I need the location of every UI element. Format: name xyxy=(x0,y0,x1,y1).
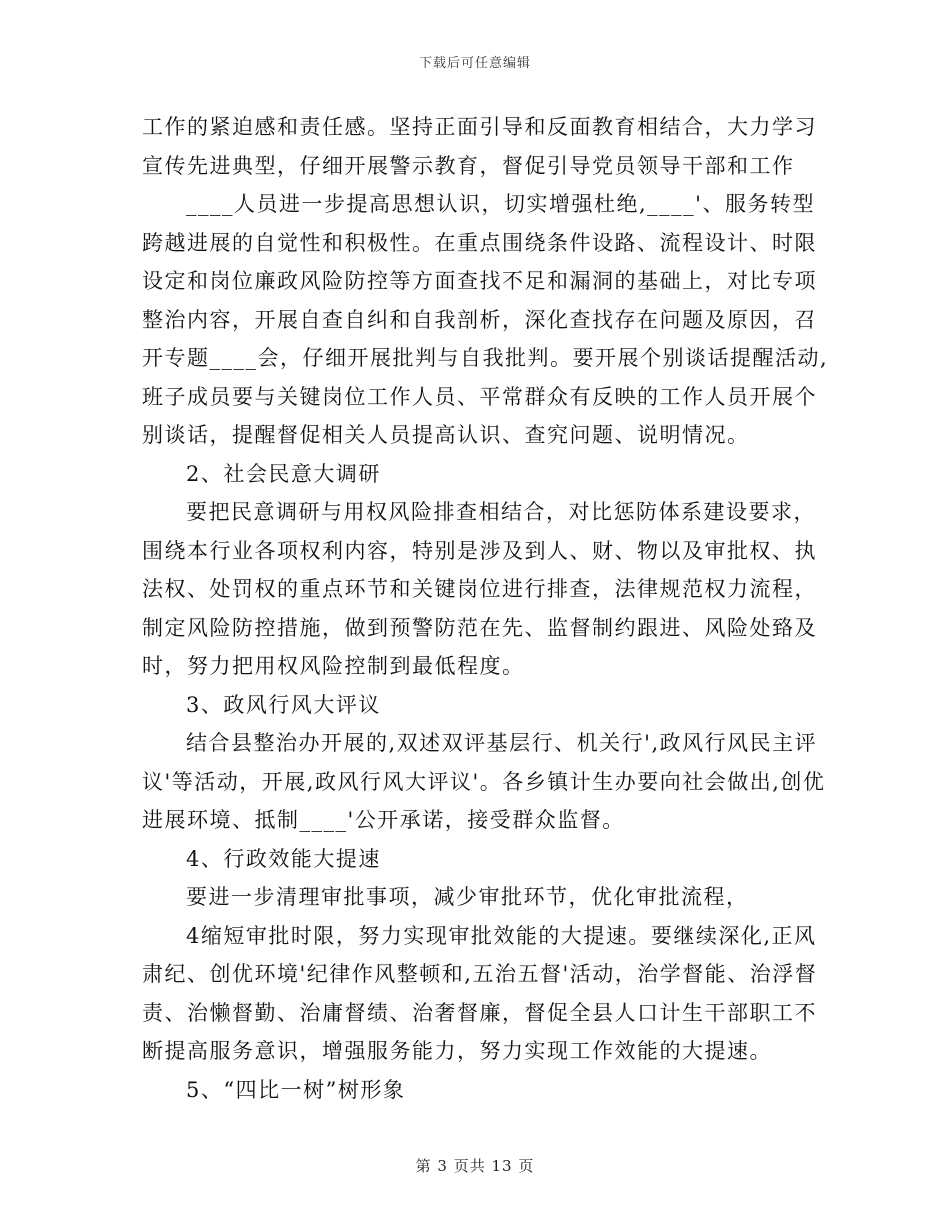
page-header: 下载后可任意编辑 xyxy=(418,56,531,71)
body-line: 4缩短审批时限，努力实现审批效能的大提速。要继续深化,正风 xyxy=(186,923,817,948)
body-line: 宣传先进典型，仔细开展警示教育，督促引导党员领导干部和工作 xyxy=(142,153,795,178)
body-line: 设定和岗位廉政风险防控等方面查找不足和漏洞的基础上，对比专项 xyxy=(142,269,817,293)
body-line: 结合县整治办开展的,双述双评基层行、机关行',政风行风民主评 xyxy=(186,731,818,755)
body-line: 要进一步清理审批事项，减少审批环节，优化审批流程， xyxy=(186,885,749,909)
page-number: 第 3 页共 13 页 xyxy=(415,1157,535,1175)
section-heading: 3、政风行风大评议 xyxy=(186,692,381,717)
body-line: 工作的紧迫感和责任感。坚持正面引导和反面教育相结合，大力学习 xyxy=(142,115,817,139)
body-line: 责、治懒督勤、治庸督绩、治奢督廉，督促全县人口计生干部职工不 xyxy=(142,1000,817,1025)
section-heading: 2、社会民意大调研 xyxy=(186,461,381,486)
body-line: 整治内容，开展自查自纠和自我剖析，深化查找存在问题及原因，召 xyxy=(142,307,817,332)
body-line: 肃纪、创优环境'纪律作风整顿和,五治五督'活动，治学督能、治浮督 xyxy=(142,962,818,986)
section-heading: 5、“四比一树”树形象 xyxy=(186,1077,406,1102)
body-line: 议'等活动，开展,政风行风大评议'。各乡镇计生办要向社会做出,创优 xyxy=(142,769,826,794)
section-heading: 4、行政效能大提速 xyxy=(186,846,381,871)
body-line: 法权、处罚权的重点环节和关键岗位进行排查，法律规范权力流程， xyxy=(142,577,817,601)
body-line: 围绕本行业各项权利内容，特别是涉及到人、财、物以及审批权、执 xyxy=(142,538,817,563)
body-line: ____人员进一步提高思想认识，切实增强杜绝,____'、服务转型 xyxy=(186,192,815,216)
body-line: 进展环境、抵制____'公开承诺，接受群众监督。 xyxy=(142,808,625,832)
body-line: 开专题____会，仔细开展批判与自我批判。要开展个别谈话提醒活动, xyxy=(142,346,829,370)
document-body xyxy=(142,108,829,1109)
body-line: 班子成员要与关键岗位工作人员、平常群众有反映的工作人员开展个 xyxy=(142,384,817,409)
body-line: 制定风险防控措施，做到预警防范在先、监督制约跟进、风险处臵及 xyxy=(142,615,817,640)
body-line: 断提高服务意识，增强服务能力，努力实现工作效能的大提速。 xyxy=(142,1039,772,1063)
body-line: 跨越进展的自觉性和积极性。在重点围绕条件设路、流程设计、时限 xyxy=(142,230,817,255)
body-line: 时，努力把用权风险控制到最低程度。 xyxy=(142,654,525,678)
body-line: 别谈话，提醒督促相关人员提高认识、查究问题、说明情况。 xyxy=(142,423,750,447)
body-line: 要把民意调研与用权风险排查相结合，对比惩防体系建设要求， xyxy=(186,500,816,524)
